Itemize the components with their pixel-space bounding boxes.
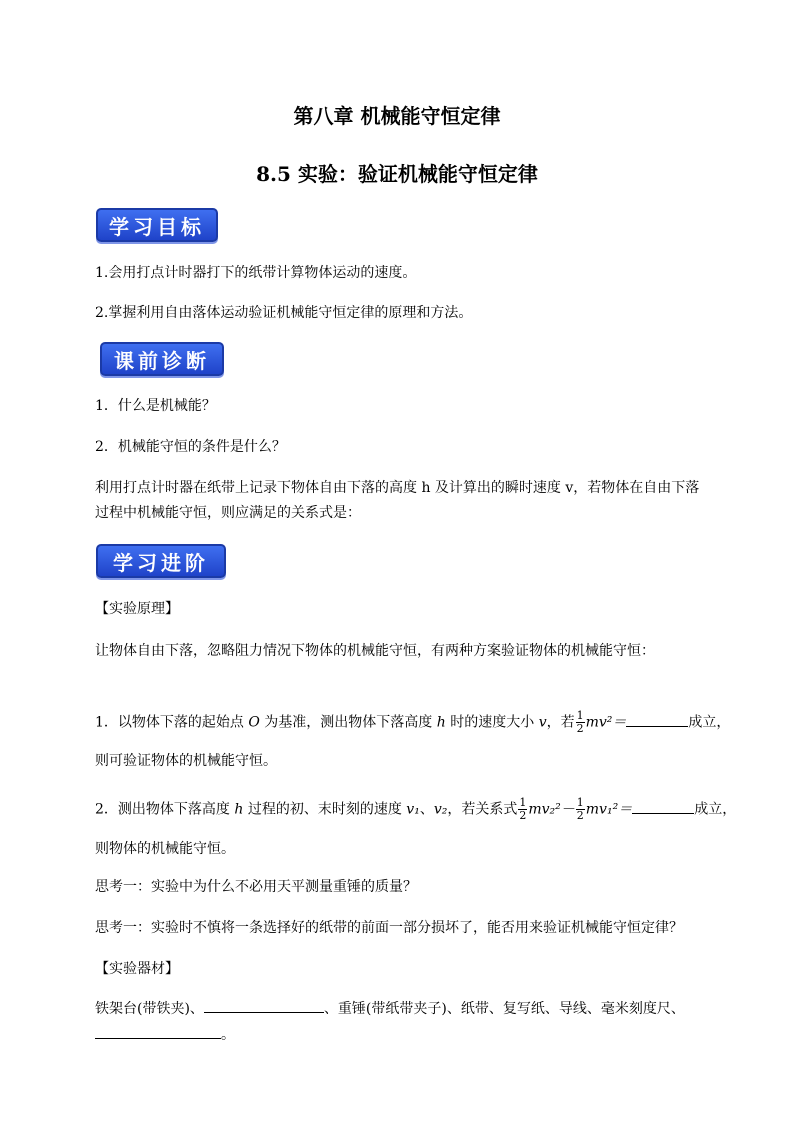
section-title: 8.5 实验：验证机械能守恒定律 [256, 162, 538, 186]
equipment-line-1: 铁架台(带铁夹)、 、重锤(带纸带夹子)、纸带、复写纸、导线、毫米刻度尺、 [95, 998, 685, 1018]
advance-badge: 学习进阶 [96, 544, 226, 578]
think-question-1: 思考一：实验中为什么不必用天平测量重锤的质量？ [95, 879, 417, 895]
goal-2: 2.掌握利用自由落体运动验证机械能守恒定律的原理和方法。 [95, 305, 473, 321]
diagnosis-paragraph-line-2: 过程中机械能守恒，则应满足的关系式是： [95, 505, 361, 521]
principle-item-1: 1．以物体下落的起始点 O 为基准，测出物体下落高度 h 时的速度大小 v，若 $\frac{1}{2}$ mv²＝ 成立， [95, 709, 731, 735]
diagnosis-badge: 课前诊断 [100, 342, 224, 376]
principle-item-2: 2．测出物体下落高度 h 过程的初、末时刻的速度 v₁、v₂，若关系式 $\frac{1}{2}$ mv₂²－ $\frac{1}{2}$ mv₁²＝ 成立， [95, 796, 737, 822]
fraction-half: $\frac{1}{2}$ [576, 709, 584, 735]
chapter-title: 第八章 机械能守恒定律 [293, 104, 501, 128]
diagnosis-question-2: 2．机械能守恒的条件是什么？ [95, 439, 286, 455]
principle-intro: 让物体自由下落，忽略阻力情况下物体的机械能守恒，有两种方案验证物体的机械能守恒： [95, 643, 655, 659]
equipment-line-2: 。 [95, 1024, 235, 1044]
principle-item-1-line-2: 则可验证物体的机械能守恒。 [95, 753, 277, 769]
equipment-heading: 【实验器材】 [95, 961, 179, 977]
fraction-half-b: $\frac{1}{2}$ [576, 796, 584, 822]
think-question-2: 思考一：实验时不慎将一条选择好的纸带的前面一部分损坏了，能否用来验证机械能守恒定律？ [95, 920, 683, 936]
principle-item-2-line-2: 则物体的机械能守恒。 [95, 841, 235, 857]
answer-blank-1[interactable] [626, 712, 688, 727]
equipment-blank-2[interactable] [95, 1024, 221, 1039]
principle-heading: 【实验原理】 [95, 601, 179, 617]
equipment-blank-1[interactable] [204, 998, 324, 1013]
fraction-half-a: $\frac{1}{2}$ [519, 796, 527, 822]
diagnosis-paragraph-line-1: 利用打点计时器在纸带上记录下物体自由下落的高度 h 及计算出的瞬时速度 v，若物体在自由下落 [95, 480, 700, 496]
goals-badge: 学习目标 [96, 208, 218, 242]
goal-1: 1.会用打点计时器打下的纸带计算物体运动的速度。 [95, 265, 417, 281]
answer-blank-2[interactable] [632, 799, 694, 814]
diagnosis-question-1: 1．什么是机械能？ [95, 398, 216, 414]
